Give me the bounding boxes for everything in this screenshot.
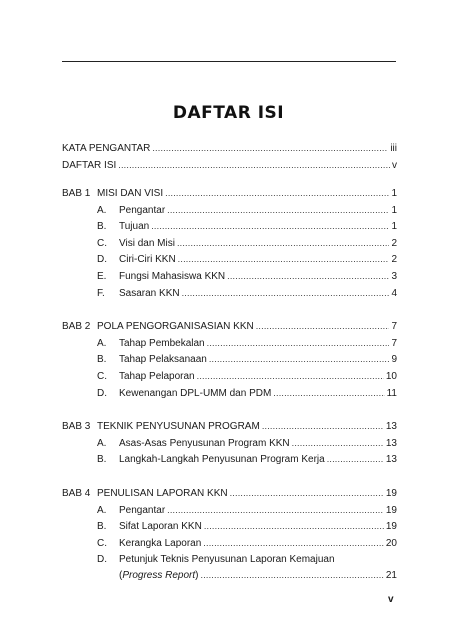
- dot-leader: [118, 159, 390, 172]
- dot-leader: [178, 253, 390, 266]
- toc-entry-page: 9: [391, 354, 397, 366]
- section-letter: B.: [97, 221, 107, 233]
- toc-entry-page: 19: [385, 504, 397, 516]
- dot-leader: [209, 353, 390, 366]
- open-paren: (: [119, 570, 123, 581]
- dot-leader: [165, 187, 389, 200]
- toc-entry-label: Tujuan: [119, 221, 150, 233]
- section-letter: B.: [97, 521, 107, 533]
- toc-section[interactable]: [119, 337, 397, 350]
- section-letter: C.: [97, 371, 107, 382]
- toc-entry-page: 7: [391, 321, 397, 333]
- toc-entry-label: Tahap Pelaporan: [119, 371, 195, 382]
- dot-leader: [151, 220, 389, 233]
- toc-entry-label: MISI DAN VISI: [97, 188, 164, 199]
- chapter-number: BAB 4: [62, 488, 91, 499]
- chapter-number: BAB 3: [62, 421, 91, 433]
- toc-entry-label: Visi dan Misi: [119, 237, 175, 249]
- dot-leader: [327, 453, 384, 466]
- dot-leader: [167, 204, 389, 217]
- toc-section[interactable]: [119, 353, 397, 366]
- toc-entry-label: TEKNIK PENYUSUNAN PROGRAM: [97, 421, 260, 433]
- toc-entry-page: 19: [385, 488, 397, 499]
- toc-entry-page: 13: [385, 421, 397, 433]
- toc-entry-label: Sasaran KKN: [119, 287, 180, 299]
- toc-entry-page: 21: [385, 570, 397, 581]
- dot-leader: [152, 142, 388, 155]
- dot-leader: [197, 370, 384, 383]
- close-paren: ): [195, 570, 199, 581]
- section-letter: D.: [97, 554, 107, 566]
- toc-entry-label: Tahap Pelaksanaan: [119, 354, 207, 366]
- toc-entry-label: Ciri-Ciri KKN: [119, 254, 176, 266]
- dot-leader: [292, 437, 384, 450]
- dot-leader: [273, 387, 384, 400]
- toc-entry-page: 1: [391, 221, 397, 233]
- toc-section[interactable]: [119, 370, 397, 383]
- toc-entry-page: 1: [391, 204, 397, 216]
- toc-entry-page: 10: [385, 371, 397, 382]
- section-letter: A.: [97, 204, 107, 216]
- dot-leader: [167, 504, 384, 517]
- toc-entry-page: v: [392, 159, 397, 171]
- section-letter: A.: [97, 437, 107, 449]
- toc-entry-label: KATA PENGANTAR: [62, 143, 151, 154]
- dot-leader: [256, 320, 390, 333]
- toc-chapter[interactable]: [97, 320, 397, 333]
- toc-chapter[interactable]: [97, 487, 397, 500]
- toc-section[interactable]: [119, 453, 397, 466]
- dot-leader: [201, 569, 384, 582]
- toc-section-continuation[interactable]: [119, 569, 397, 582]
- page-title: DAFTAR ISI: [172, 103, 285, 123]
- toc-entry-page: 20: [385, 537, 397, 549]
- toc-entry-page: 4: [391, 287, 397, 299]
- dot-leader: [230, 487, 384, 500]
- toc-entry-label: DAFTAR ISI: [62, 159, 117, 171]
- toc-entry-page: 3: [391, 271, 397, 282]
- toc-entry-label: Langkah-Langkah Penyusunan Program Kerja: [119, 454, 325, 466]
- section-letter: B.: [97, 454, 107, 466]
- toc-section[interactable]: [119, 504, 397, 517]
- section-letter: C.: [97, 537, 107, 549]
- chapter-number: BAB 1: [62, 188, 91, 199]
- section-letter: B.: [97, 354, 107, 366]
- toc-entry-label: Tahap Pembekalan: [119, 337, 205, 349]
- toc-section[interactable]: [119, 237, 397, 250]
- toc-entry-label: Asas-Asas Penyusunan Program KKN: [119, 437, 290, 449]
- toc-chapter[interactable]: [97, 420, 397, 433]
- toc-section[interactable]: [119, 204, 397, 217]
- toc-entry-label: Petunjuk Teknis Penyusunan Laporan Kemajuan: [119, 554, 335, 566]
- toc-entry-label: Pengantar: [119, 204, 166, 216]
- section-letter: D.: [97, 254, 107, 266]
- dot-leader: [227, 270, 389, 283]
- toc-section[interactable]: [119, 437, 397, 450]
- page-number: v: [388, 594, 394, 605]
- toc-section[interactable]: [119, 287, 397, 300]
- section-letter: A.: [97, 504, 107, 516]
- dot-leader: [262, 420, 384, 433]
- toc-entry-page: 7: [391, 337, 397, 349]
- toc-section[interactable]: [119, 537, 397, 550]
- toc-section[interactable]: [119, 520, 397, 533]
- dot-leader: [177, 237, 389, 250]
- toc-entry-page: 2: [391, 254, 397, 266]
- dot-leader: [204, 520, 384, 533]
- toc-entry-label: Kewenangan DPL-UMM dan PDM: [119, 387, 272, 399]
- section-letter: F.: [97, 287, 105, 299]
- toc-chapter[interactable]: [97, 187, 397, 200]
- toc-entry-label: POLA PENGORGANISASIAN KKN: [97, 321, 254, 333]
- toc-entry[interactable]: [62, 159, 397, 172]
- toc-entry-page: 13: [385, 437, 397, 449]
- section-letter: D.: [97, 387, 107, 399]
- toc-entry-page: 11: [386, 387, 397, 399]
- section-letter: C.: [97, 237, 107, 249]
- toc-entry-page: 2: [391, 237, 397, 249]
- toc-entry-label: Kerangka Laporan: [119, 537, 202, 549]
- toc-entry-page: 1: [391, 188, 397, 199]
- toc-section[interactable]: [119, 220, 397, 233]
- toc-entry-label: Pengantar: [119, 504, 166, 516]
- chapter-number: BAB 2: [62, 321, 91, 333]
- toc-section[interactable]: [119, 270, 397, 283]
- toc-entry-page: 13: [385, 454, 397, 466]
- toc-section[interactable]: [119, 253, 397, 266]
- dot-leader: [182, 287, 390, 300]
- toc-entry-label: Fungsi Mahasiswa KKN: [119, 271, 226, 282]
- dot-leader: [207, 337, 390, 350]
- section-letter: A.: [97, 337, 107, 349]
- toc-entry[interactable]: [62, 142, 397, 155]
- toc-section[interactable]: [119, 387, 397, 400]
- section-letter: E.: [97, 271, 107, 282]
- toc-entry-label: Progress Report: [122, 570, 196, 581]
- toc-entry-page: 19: [385, 521, 397, 533]
- toc-entry-label: PENULISAN LAPORAN KKN: [97, 488, 228, 499]
- toc-entry-label: Sifat Laporan KKN: [119, 521, 202, 533]
- dot-leader: [203, 537, 384, 550]
- toc-entry-page: iii: [390, 143, 397, 154]
- toc-section[interactable]: [119, 553, 397, 566]
